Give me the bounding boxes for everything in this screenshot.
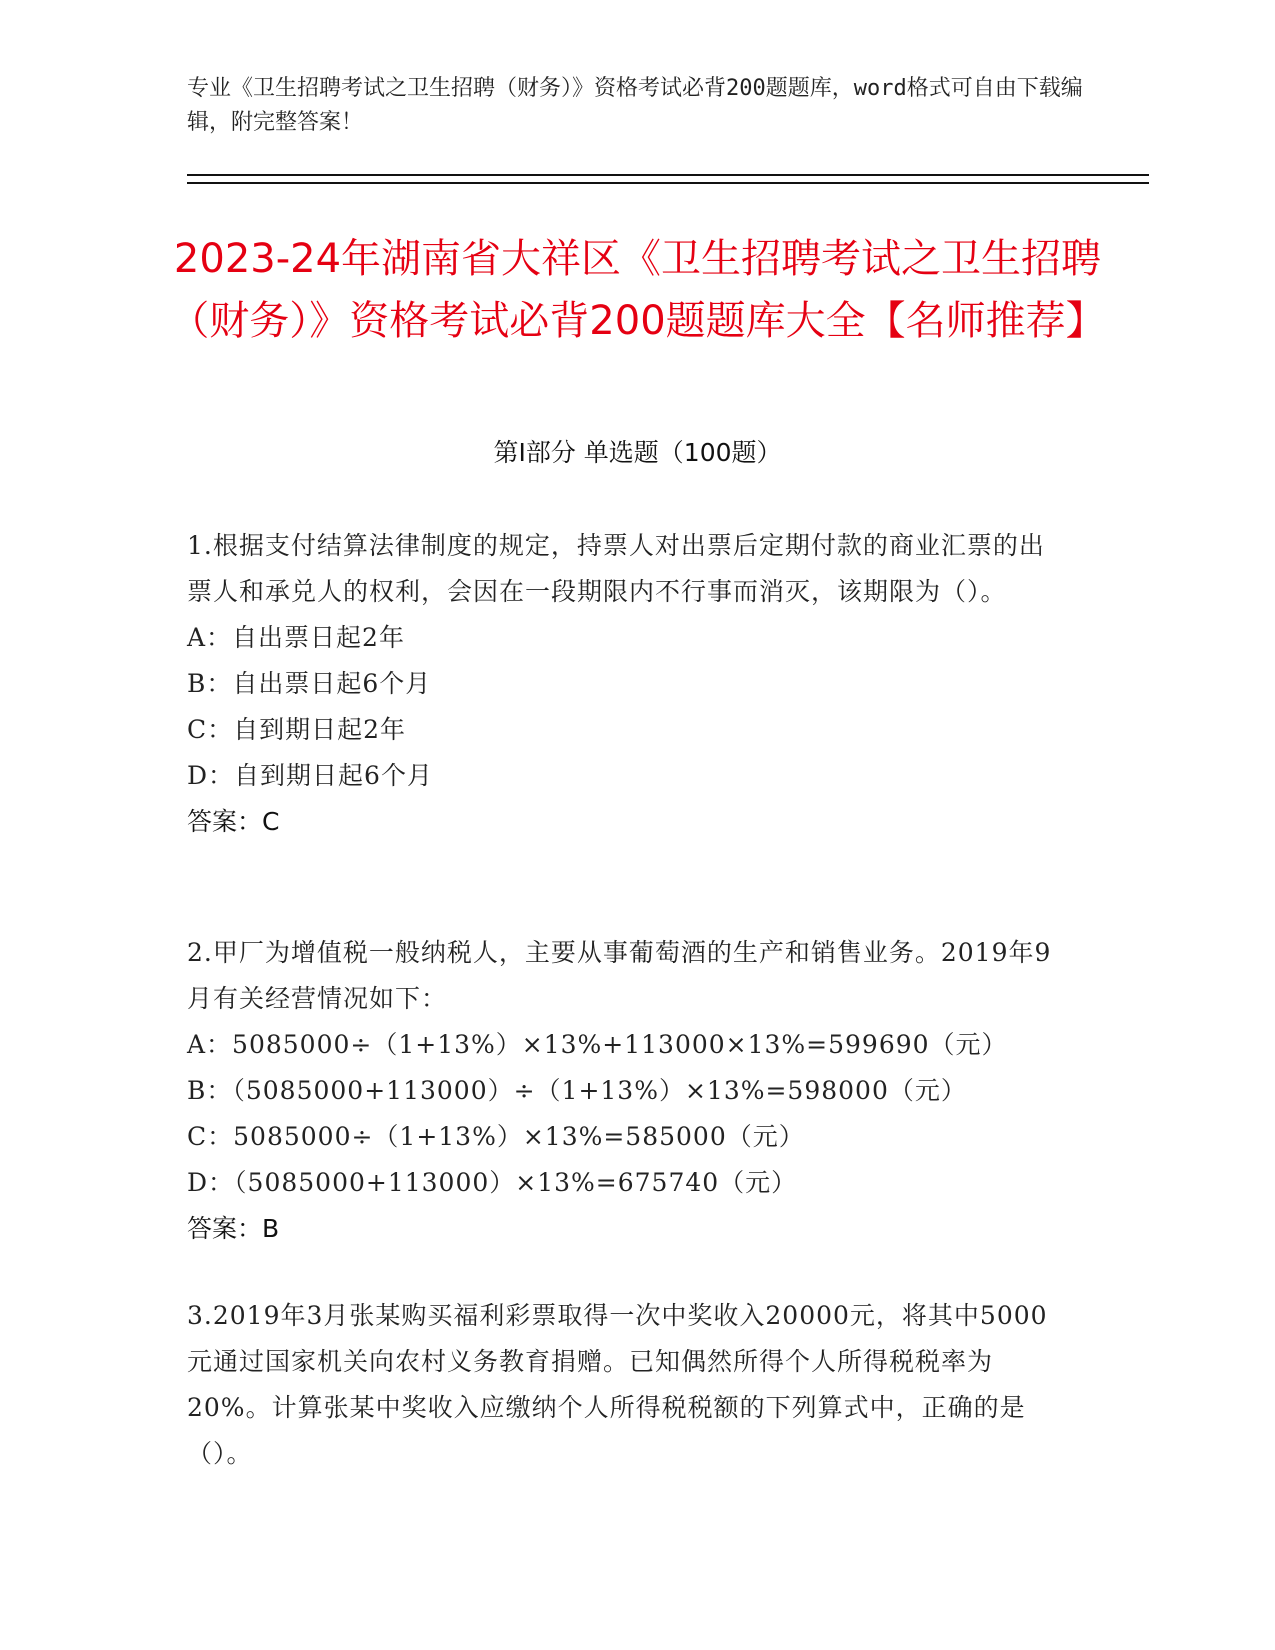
option-b: B：自出票日起6个月 [187, 669, 432, 698]
question-stem: 3.2019年3月张某购买福利彩票取得一次中奖收入20000元，将其中5000元通过国家机关向农村义务教育捐赠。已知偶然所得个人所得税税率为20%。计算张某中奖收入应缴纳个人所得税税额的下列算式中，正确的是（）。 [187, 1301, 1048, 1468]
document-title: 2023-24年湖南省大祥区《卫生招聘考试之卫生招聘（财务）》资格考试必背200题题库大全【名师推荐】 [169, 236, 1106, 344]
answer: 答案：C [187, 807, 280, 836]
header-divider-top [187, 174, 1149, 176]
question-3 [187, 1293, 1067, 1477]
option-c: C：5085000÷（1+13%）×13%=585000（元） [187, 1122, 805, 1151]
option-c: C：自到期日起2年 [187, 715, 407, 744]
question-stem: 2.甲厂为增值税一般纳税人，主要从事葡萄酒的生产和销售业务。2019年9月有关经营情况如下： [187, 938, 1052, 1013]
option-b: B：（5085000+113000）÷（1+13%）×13%=598000（元） [187, 1076, 967, 1105]
question-stem: 1.根据支付结算法律制度的规定，持票人对出票后定期付款的商业汇票的出票人和承兑人的权利，会因在一段期限内不行事而消灭，该期限为（）。 [187, 531, 1045, 606]
option-d: D：自到期日起6个月 [187, 761, 433, 790]
option-a: A：5085000÷（1+13%）×13%+113000×13%=599690（元） [187, 1030, 1008, 1059]
section-heading: 第I部分 单选题（100题） [493, 438, 782, 467]
header-divider-bottom [187, 182, 1149, 184]
question-1 [187, 523, 1067, 845]
question-2 [187, 930, 1067, 1252]
header-note: 专业《卫生招聘考试之卫生招聘（财务）》资格考试必背200题题库，word格式可自由下载编辑，附完整答案！ [187, 76, 1083, 135]
option-d: D：（5085000+113000）×13%=675740（元） [187, 1168, 798, 1197]
option-a: A：自出票日起2年 [187, 623, 405, 652]
answer: 答案：B [187, 1214, 280, 1243]
